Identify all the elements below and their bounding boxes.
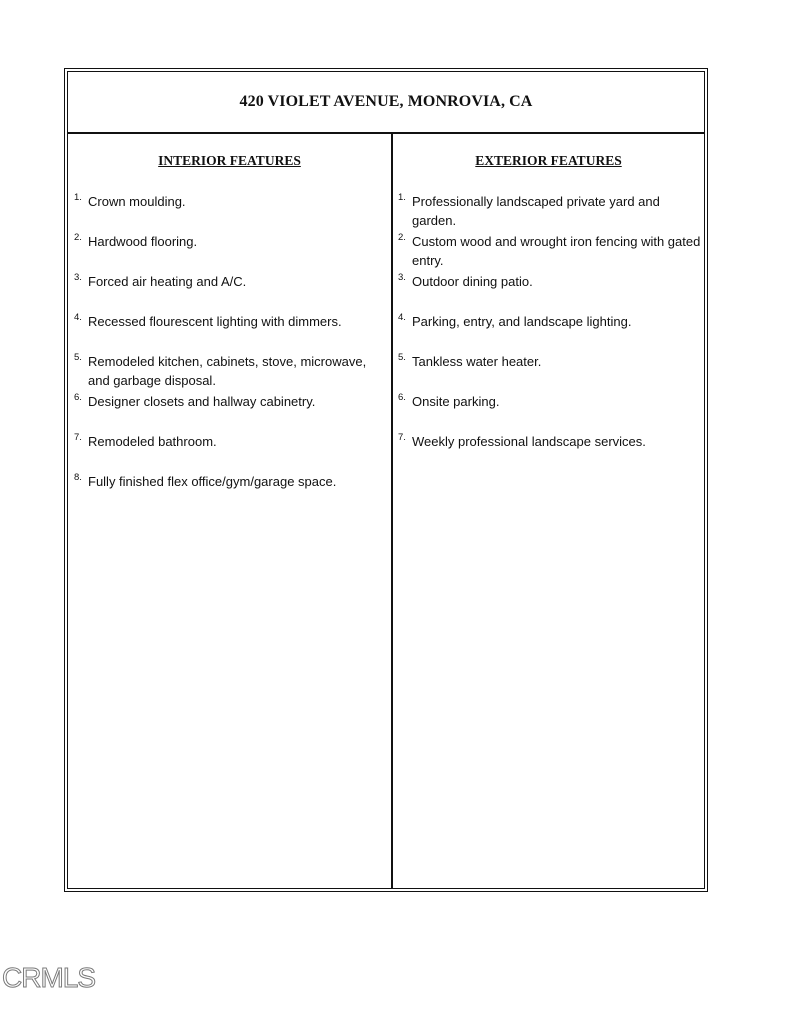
exterior-features-heading: EXTERIOR FEATURES	[475, 153, 622, 168]
title-row	[68, 72, 704, 134]
exterior-item-4	[398, 312, 704, 331]
item-text: Weekly professional landscape services.	[412, 434, 646, 449]
item-number: 5.	[398, 352, 406, 363]
exterior-item-7	[398, 432, 704, 451]
item-text: Parking, entry, and landscape lighting.	[412, 314, 632, 329]
item-number: 8.	[74, 472, 82, 483]
exterior-item-3	[398, 272, 704, 291]
item-number: 4.	[74, 312, 82, 323]
item-text: Custom wood and wrought iron fencing with gated entry.	[412, 234, 701, 268]
item-text: Fully finished flex office/gym/garage space.	[88, 474, 337, 489]
interior-item-1	[74, 192, 383, 211]
item-text: Forced air heating and A/C.	[88, 274, 247, 289]
item-text: Remodeled bathroom.	[88, 434, 217, 449]
exterior-item-5	[398, 352, 704, 371]
interior-item-8	[74, 472, 383, 491]
item-text: Designer closets and hallway cabinetry.	[88, 394, 316, 409]
item-number: 6.	[74, 392, 82, 403]
item-text: Remodeled kitchen, cabinets, stove, microwave, and garbage disposal.	[88, 354, 367, 388]
interior-item-2	[74, 232, 383, 251]
item-number: 7.	[74, 432, 82, 443]
item-number: 6.	[398, 392, 406, 403]
item-number: 2.	[398, 232, 406, 243]
exterior-item-1	[398, 192, 704, 230]
interior-item-3	[74, 272, 383, 291]
item-text: Recessed flourescent lighting with dimmers.	[88, 314, 342, 329]
exterior-features-column	[393, 134, 704, 888]
interior-item-7	[74, 432, 383, 451]
interior-item-4	[74, 312, 383, 331]
item-number: 1.	[398, 192, 406, 203]
item-number: 1.	[74, 192, 82, 203]
item-text: Hardwood flooring.	[88, 234, 198, 249]
property-address-title: 420 VIOLET AVENUE, MONROVIA, CA	[239, 93, 533, 110]
exterior-item-6	[398, 392, 704, 411]
item-number: 5.	[74, 352, 82, 363]
interior-item-5	[74, 352, 383, 390]
item-number: 2.	[74, 232, 82, 243]
interior-features-heading: INTERIOR FEATURES	[158, 153, 301, 168]
item-number: 3.	[398, 272, 406, 283]
item-text: Crown moulding.	[88, 194, 186, 209]
item-number: 7.	[398, 432, 406, 443]
item-number: 3.	[74, 272, 82, 283]
features-table	[64, 68, 708, 892]
item-text: Outdoor dining patio.	[412, 274, 533, 289]
exterior-item-2	[398, 232, 704, 270]
item-text: Tankless water heater.	[412, 354, 542, 369]
item-text: Professionally landscaped private yard and garden.	[412, 194, 660, 228]
features-table-inner	[67, 71, 705, 889]
interior-item-6	[74, 392, 383, 411]
crmls-watermark: CRMLS	[2, 962, 96, 993]
interior-features-column	[68, 134, 391, 888]
item-number: 4.	[398, 312, 406, 323]
item-text: Onsite parking.	[412, 394, 500, 409]
